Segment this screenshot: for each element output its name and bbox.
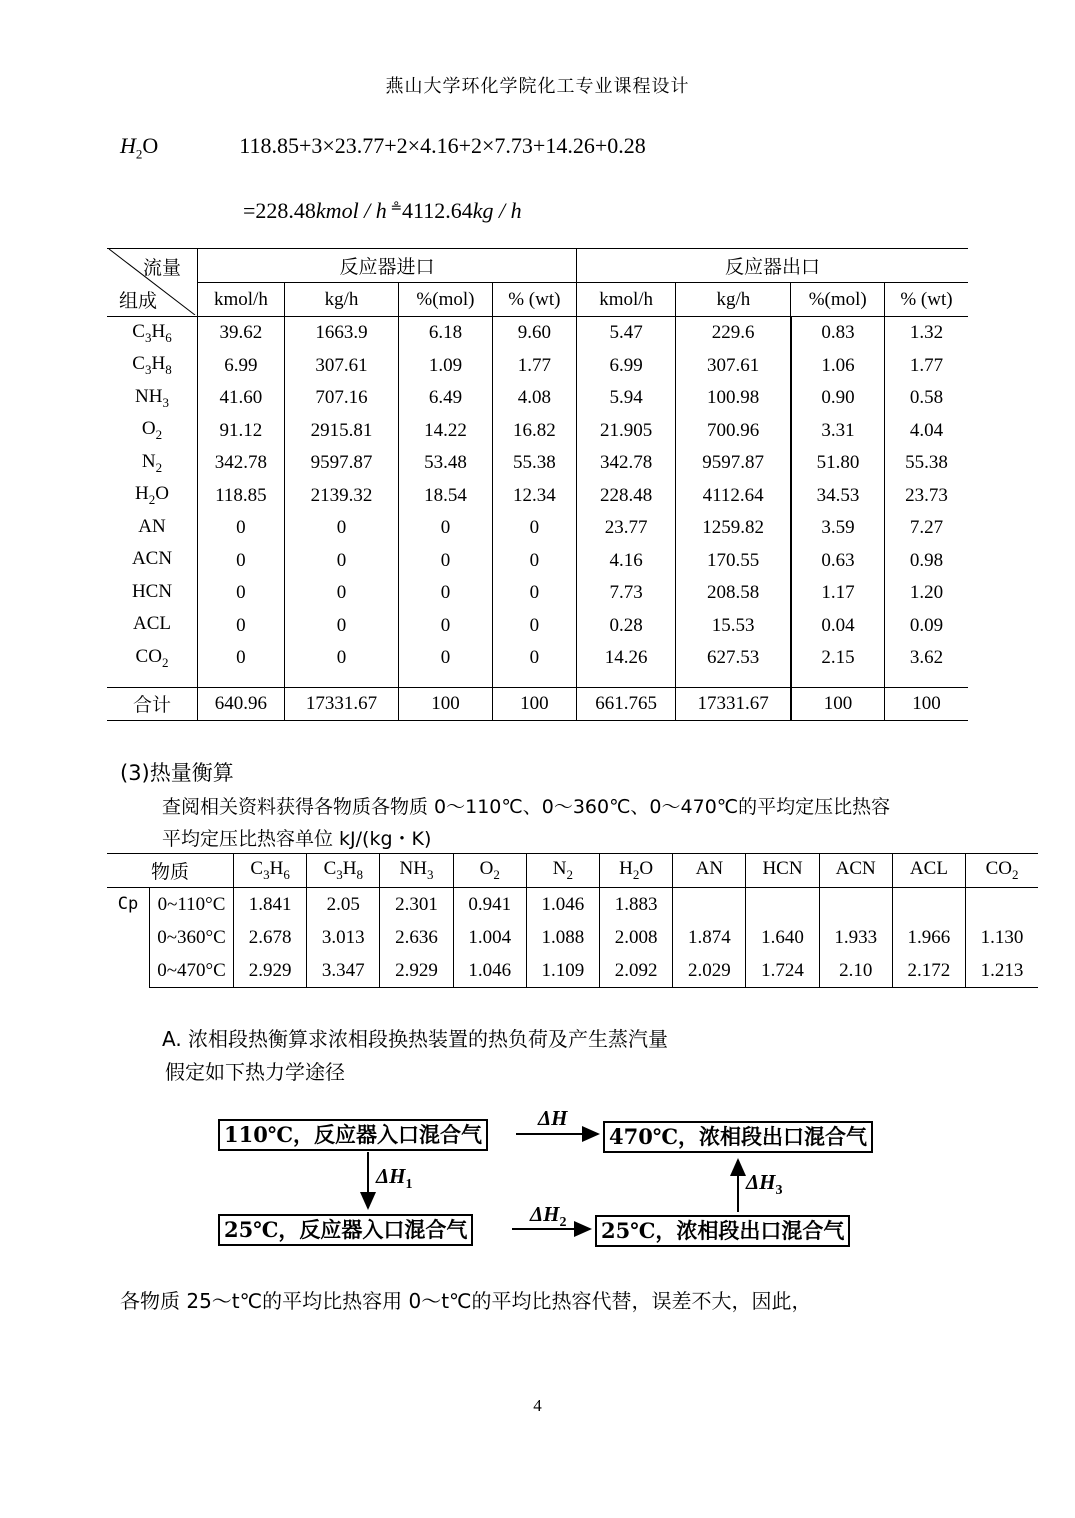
paragraph-b: 假定如下热力学途径 — [165, 1060, 345, 1084]
table-cell: 0.28 — [576, 610, 675, 643]
table-cell: 208.58 — [676, 577, 791, 610]
table-cell: 1.088 — [526, 921, 599, 954]
total-label: 合计 — [107, 687, 198, 720]
table-cell: 2.929 — [234, 954, 307, 988]
table-cell: 1259.82 — [676, 512, 791, 545]
table-cell: 0 — [492, 512, 576, 545]
table-cell: 18.54 — [399, 480, 492, 513]
table-cell: 4.16 — [576, 545, 675, 578]
table-cell: 0.09 — [884, 610, 968, 643]
header-outlet: 反应器出口 — [576, 249, 968, 283]
total-cell: 100 — [399, 687, 492, 720]
label-dh2 — [530, 1202, 567, 1231]
formula-text: H — [135, 483, 149, 505]
formula-subscript: 2 — [493, 866, 500, 882]
unit-header: kg/h — [676, 283, 791, 317]
formula-h2o-h: H — [120, 133, 136, 158]
table-cell: 7.73 — [576, 577, 675, 610]
label-dh2-sub: 2 — [559, 1215, 567, 1231]
table-cell: 118.85 — [198, 480, 285, 513]
cp-label: Cp — [117, 894, 139, 914]
table-cell: 0 — [198, 642, 285, 675]
table-cell: 0 — [284, 512, 398, 545]
formula-subscript: 3 — [336, 866, 343, 882]
table-cell: 1.06 — [791, 350, 884, 383]
formula-subscript: 2 — [148, 492, 156, 508]
table-cell: 1.130 — [966, 921, 1038, 954]
header-inlet: 反应器进口 — [198, 249, 577, 283]
temperature-range: 0~360°C — [150, 921, 234, 954]
table-cell: 4.08 — [492, 382, 576, 415]
table-cell: 0 — [492, 545, 576, 578]
label-dh3 — [746, 1170, 783, 1199]
table-cell: 55.38 — [884, 447, 968, 480]
paragraph-a: A. 浓相段热衡算求浓相段换热装置的热负荷及产生蒸汽量 — [162, 1027, 669, 1051]
formula-subscript: 2 — [155, 459, 163, 475]
box-inlet-110: 110℃，反应器入口混合气 — [218, 1119, 488, 1151]
formula-text: ACN — [835, 858, 876, 880]
table-cell: 0.941 — [453, 888, 526, 922]
total-cell: 100 — [492, 687, 576, 720]
total-cell: 17331.67 — [284, 687, 398, 720]
table-cell: 0 — [284, 642, 398, 675]
table-cell: 2.301 — [380, 888, 453, 922]
table-cell: 1663.9 — [284, 317, 398, 350]
total-cell: 100 — [791, 687, 884, 720]
table-cell: 700.96 — [676, 415, 791, 448]
formula-text: AN — [138, 515, 166, 537]
paragraph-cp-intro: 查阅相关资料获得各物质各物质 0～110℃、0～360℃、0～470℃的平均定压比热容 — [162, 796, 891, 818]
result-separator: ≗ — [386, 201, 403, 216]
total-cell: 17331.67 — [676, 687, 791, 720]
table-cell: 2.15 — [791, 642, 884, 675]
table-cell: 5.94 — [576, 382, 675, 415]
formula-text: H — [619, 858, 633, 880]
table-cell: 0.63 — [791, 545, 884, 578]
table-cell: 6.99 — [198, 350, 285, 383]
formula-subscript: 6 — [165, 329, 172, 345]
table-cell: 53.48 — [399, 447, 492, 480]
unit-header: %(mol) — [791, 283, 884, 317]
table-cell: 7.27 — [884, 512, 968, 545]
formula-text: NH — [399, 858, 427, 880]
formula-text: O — [479, 858, 494, 880]
formula-subscript: 2 — [1011, 866, 1019, 882]
table-cell: 3.31 — [791, 415, 884, 448]
table-cell: 5.47 — [576, 317, 675, 350]
table-cell: 16.82 — [492, 415, 576, 448]
total-cell: 661.765 — [576, 687, 675, 720]
formula-text: N — [141, 450, 156, 472]
formula-text: C — [323, 858, 337, 880]
table-cell: 0 — [399, 545, 492, 578]
table-cell: 23.77 — [576, 512, 675, 545]
table-cell: 3.013 — [307, 921, 380, 954]
table-cell: 2.172 — [892, 954, 965, 988]
page-number: 4 — [533, 1396, 542, 1415]
table-cell: 1.933 — [819, 921, 892, 954]
box-outlet-470: 470℃，浓相段出口混合气 — [603, 1121, 873, 1153]
temperature-range: 0~110°C — [150, 888, 234, 922]
page-header: 燕山大学环化学院化工专业课程设计 — [385, 76, 690, 97]
table-cell: 0.04 — [791, 610, 884, 643]
table-cell: 170.55 — [676, 545, 791, 578]
table-cell: 41.60 — [198, 382, 285, 415]
paragraph-approximation: 各物质 25～t℃的平均比热容用 0～t℃的平均比热容代替，误差不大，因此， — [120, 1289, 812, 1313]
formula-subscript: 2 — [155, 427, 163, 443]
formula-subscript: 3 — [162, 394, 169, 410]
formula-subscript: 8 — [356, 866, 364, 882]
table-cell: 307.61 — [676, 350, 791, 383]
table-cell: 0.90 — [791, 382, 884, 415]
table-cell: 4.04 — [884, 415, 968, 448]
table-cell: 1.20 — [884, 577, 968, 610]
label-dh: ΔH — [538, 1106, 568, 1130]
table-cell: 0 — [284, 610, 398, 643]
formula-text: ACL — [909, 858, 948, 880]
table-cell: 2.029 — [673, 954, 746, 988]
table-cell: 12.34 — [492, 480, 576, 513]
formula-text: O — [141, 418, 156, 440]
label-dh1-main: ΔH — [376, 1164, 406, 1188]
table-cell: 2.929 — [380, 954, 453, 988]
temperature-range: 0~470°C — [150, 954, 234, 988]
table-cell: 34.53 — [791, 480, 884, 513]
table-cell: 2.678 — [234, 921, 307, 954]
table-cell: 9.60 — [492, 317, 576, 350]
table-cell: 1.09 — [399, 350, 492, 383]
formula-text: C — [132, 320, 145, 342]
result-kg-value: 4112.64 — [402, 198, 473, 223]
formula-text: H — [151, 353, 166, 375]
table-cell: 0 — [399, 512, 492, 545]
table-cell: 0 — [399, 577, 492, 610]
table-cell: 229.6 — [676, 317, 791, 350]
formula-subscript: 3 — [426, 866, 434, 882]
formula-text: C — [250, 858, 264, 880]
table-cell: 228.48 — [576, 480, 675, 513]
table-cell: 1.883 — [600, 888, 673, 922]
table-cell: 1.17 — [791, 577, 884, 610]
total-cell: 640.96 — [198, 687, 285, 720]
formula-subscript: 2 — [632, 866, 640, 882]
formula-text: NH — [135, 385, 163, 407]
formula-text: H — [151, 320, 166, 342]
table-cell: 0 — [399, 610, 492, 643]
table-cell: 6.49 — [399, 382, 492, 415]
formula-text: HCN — [131, 580, 173, 602]
table-cell: 1.004 — [453, 921, 526, 954]
formula-text: AN — [695, 858, 724, 880]
table-cell: 0.58 — [884, 382, 968, 415]
table-cell: 9597.87 — [676, 447, 791, 480]
table-cell: 1.046 — [526, 888, 599, 922]
formula-h2o-sub: 2 — [135, 146, 143, 162]
table-cell: 1.640 — [746, 921, 819, 954]
formula-subscript: 3 — [144, 329, 152, 345]
formula-text: CO — [985, 858, 1012, 880]
formula-h2o-o: O — [142, 133, 159, 158]
formula-subscript: 2 — [161, 654, 169, 670]
label-dh3-main: ΔH — [746, 1170, 776, 1194]
substance-header: 物质 — [107, 854, 234, 888]
table-cell: 15.53 — [676, 610, 791, 643]
table-cell: 1.724 — [746, 954, 819, 988]
table-cell: 2.10 — [819, 954, 892, 988]
table-cell: 1.77 — [492, 350, 576, 383]
box-inlet-25: 25℃，反应器入口混合气 — [218, 1214, 473, 1246]
formula-text: N — [552, 858, 567, 880]
table-cell: 2.008 — [600, 921, 673, 954]
table-cell: 0 — [399, 642, 492, 675]
table-cell: 2.636 — [380, 921, 453, 954]
unit-header: % (wt) — [492, 283, 576, 317]
table-cell: 707.16 — [284, 382, 398, 415]
formula-text: HCN — [762, 858, 803, 880]
table-cell: 307.61 — [284, 350, 398, 383]
table-cell: 1.109 — [526, 954, 599, 988]
formula-text: H — [342, 858, 357, 880]
header-composition: 组成 — [119, 290, 158, 312]
formula-text: ACL — [133, 613, 171, 635]
table-cell: 23.73 — [884, 480, 968, 513]
label-dh1 — [376, 1164, 413, 1193]
table-cell: 55.38 — [492, 447, 576, 480]
water-expression: 118.85+3×23.77+2×4.16+2×7.73+14.26+0.28 — [239, 133, 646, 158]
table-cell: 1.32 — [884, 317, 968, 350]
formula-text: CO — [135, 645, 162, 667]
table-cell: 0 — [492, 577, 576, 610]
table-cell: 2.05 — [307, 888, 380, 922]
formula-subscript: 8 — [165, 362, 172, 378]
unit-header: kmol/h — [576, 283, 675, 317]
table-cell: 0 — [198, 610, 285, 643]
table-cell: 14.26 — [576, 642, 675, 675]
section-title: (3)热量衡算 — [120, 761, 234, 785]
header-flow: 流量 — [143, 257, 182, 279]
table-cell: 0 — [198, 545, 285, 578]
table-cell: 2915.81 — [284, 415, 398, 448]
table-cell: 0 — [284, 545, 398, 578]
formula-text: C — [132, 353, 145, 375]
table-cell: 0 — [198, 512, 285, 545]
label-dh1-sub: 1 — [405, 1177, 413, 1193]
total-cell: 100 — [884, 687, 968, 720]
formula-subscript: 3 — [263, 866, 270, 882]
table-cell: 9597.87 — [284, 447, 398, 480]
table-cell: 1.841 — [234, 888, 307, 922]
label-dh3-sub: 3 — [775, 1183, 783, 1199]
result-kmol-value: =228.48 — [243, 198, 316, 223]
table-cell: 6.99 — [576, 350, 675, 383]
unit-header: %(mol) — [399, 283, 492, 317]
table-cell: 0 — [492, 642, 576, 675]
table-cell: 6.18 — [399, 317, 492, 350]
table-cell: 39.62 — [198, 317, 285, 350]
table-cell: 3.62 — [884, 642, 968, 675]
formula-text: H — [269, 858, 284, 880]
table-cell: 1.77 — [884, 350, 968, 383]
result-unit-kmol: kmol / h — [315, 198, 387, 223]
table-cell: 342.78 — [576, 447, 675, 480]
table-cell: 1.213 — [966, 954, 1038, 988]
table-cell: 2139.32 — [284, 480, 398, 513]
paragraph-cp-unit: 平均定压比热容单位 kJ/(kg・K) — [162, 828, 432, 850]
result-unit-kg: kg / h — [472, 198, 522, 223]
table-cell: 627.53 — [676, 642, 791, 675]
formula-subscript: 3 — [144, 362, 152, 378]
table-cell: 14.22 — [399, 415, 492, 448]
table-cell: 0.98 — [884, 545, 968, 578]
table-cell: 1.966 — [892, 921, 965, 954]
formula-text: ACN — [131, 548, 173, 570]
table-cell: 0 — [492, 610, 576, 643]
table-cell: 0 — [284, 577, 398, 610]
label-dh2-main: ΔH — [530, 1202, 560, 1226]
table-cell: 0 — [198, 577, 285, 610]
table-cell: 91.12 — [198, 415, 285, 448]
table-cell: 342.78 — [198, 447, 285, 480]
table-cell: 4112.64 — [676, 480, 791, 513]
formula-text: O — [155, 483, 169, 505]
table-cell: 2.092 — [600, 954, 673, 988]
table-cell: 3.347 — [307, 954, 380, 988]
formula-subscript: 6 — [283, 866, 290, 882]
table-cell: 100.98 — [676, 382, 791, 415]
table-cell: 3.59 — [791, 512, 884, 545]
table-cell: 21.905 — [576, 415, 675, 448]
unit-header: kg/h — [284, 283, 398, 317]
unit-header: % (wt) — [884, 283, 968, 317]
table-cell: 1.874 — [673, 921, 746, 954]
formula-text: O — [639, 858, 654, 880]
unit-header: kmol/h — [198, 283, 285, 317]
table-cell: 51.80 — [791, 447, 884, 480]
formula-subscript: 2 — [566, 866, 574, 882]
box-outlet-25: 25℃，浓相段出口混合气 — [595, 1215, 850, 1247]
table-cell: 0.83 — [791, 317, 884, 350]
table-cell: 1.046 — [453, 954, 526, 988]
